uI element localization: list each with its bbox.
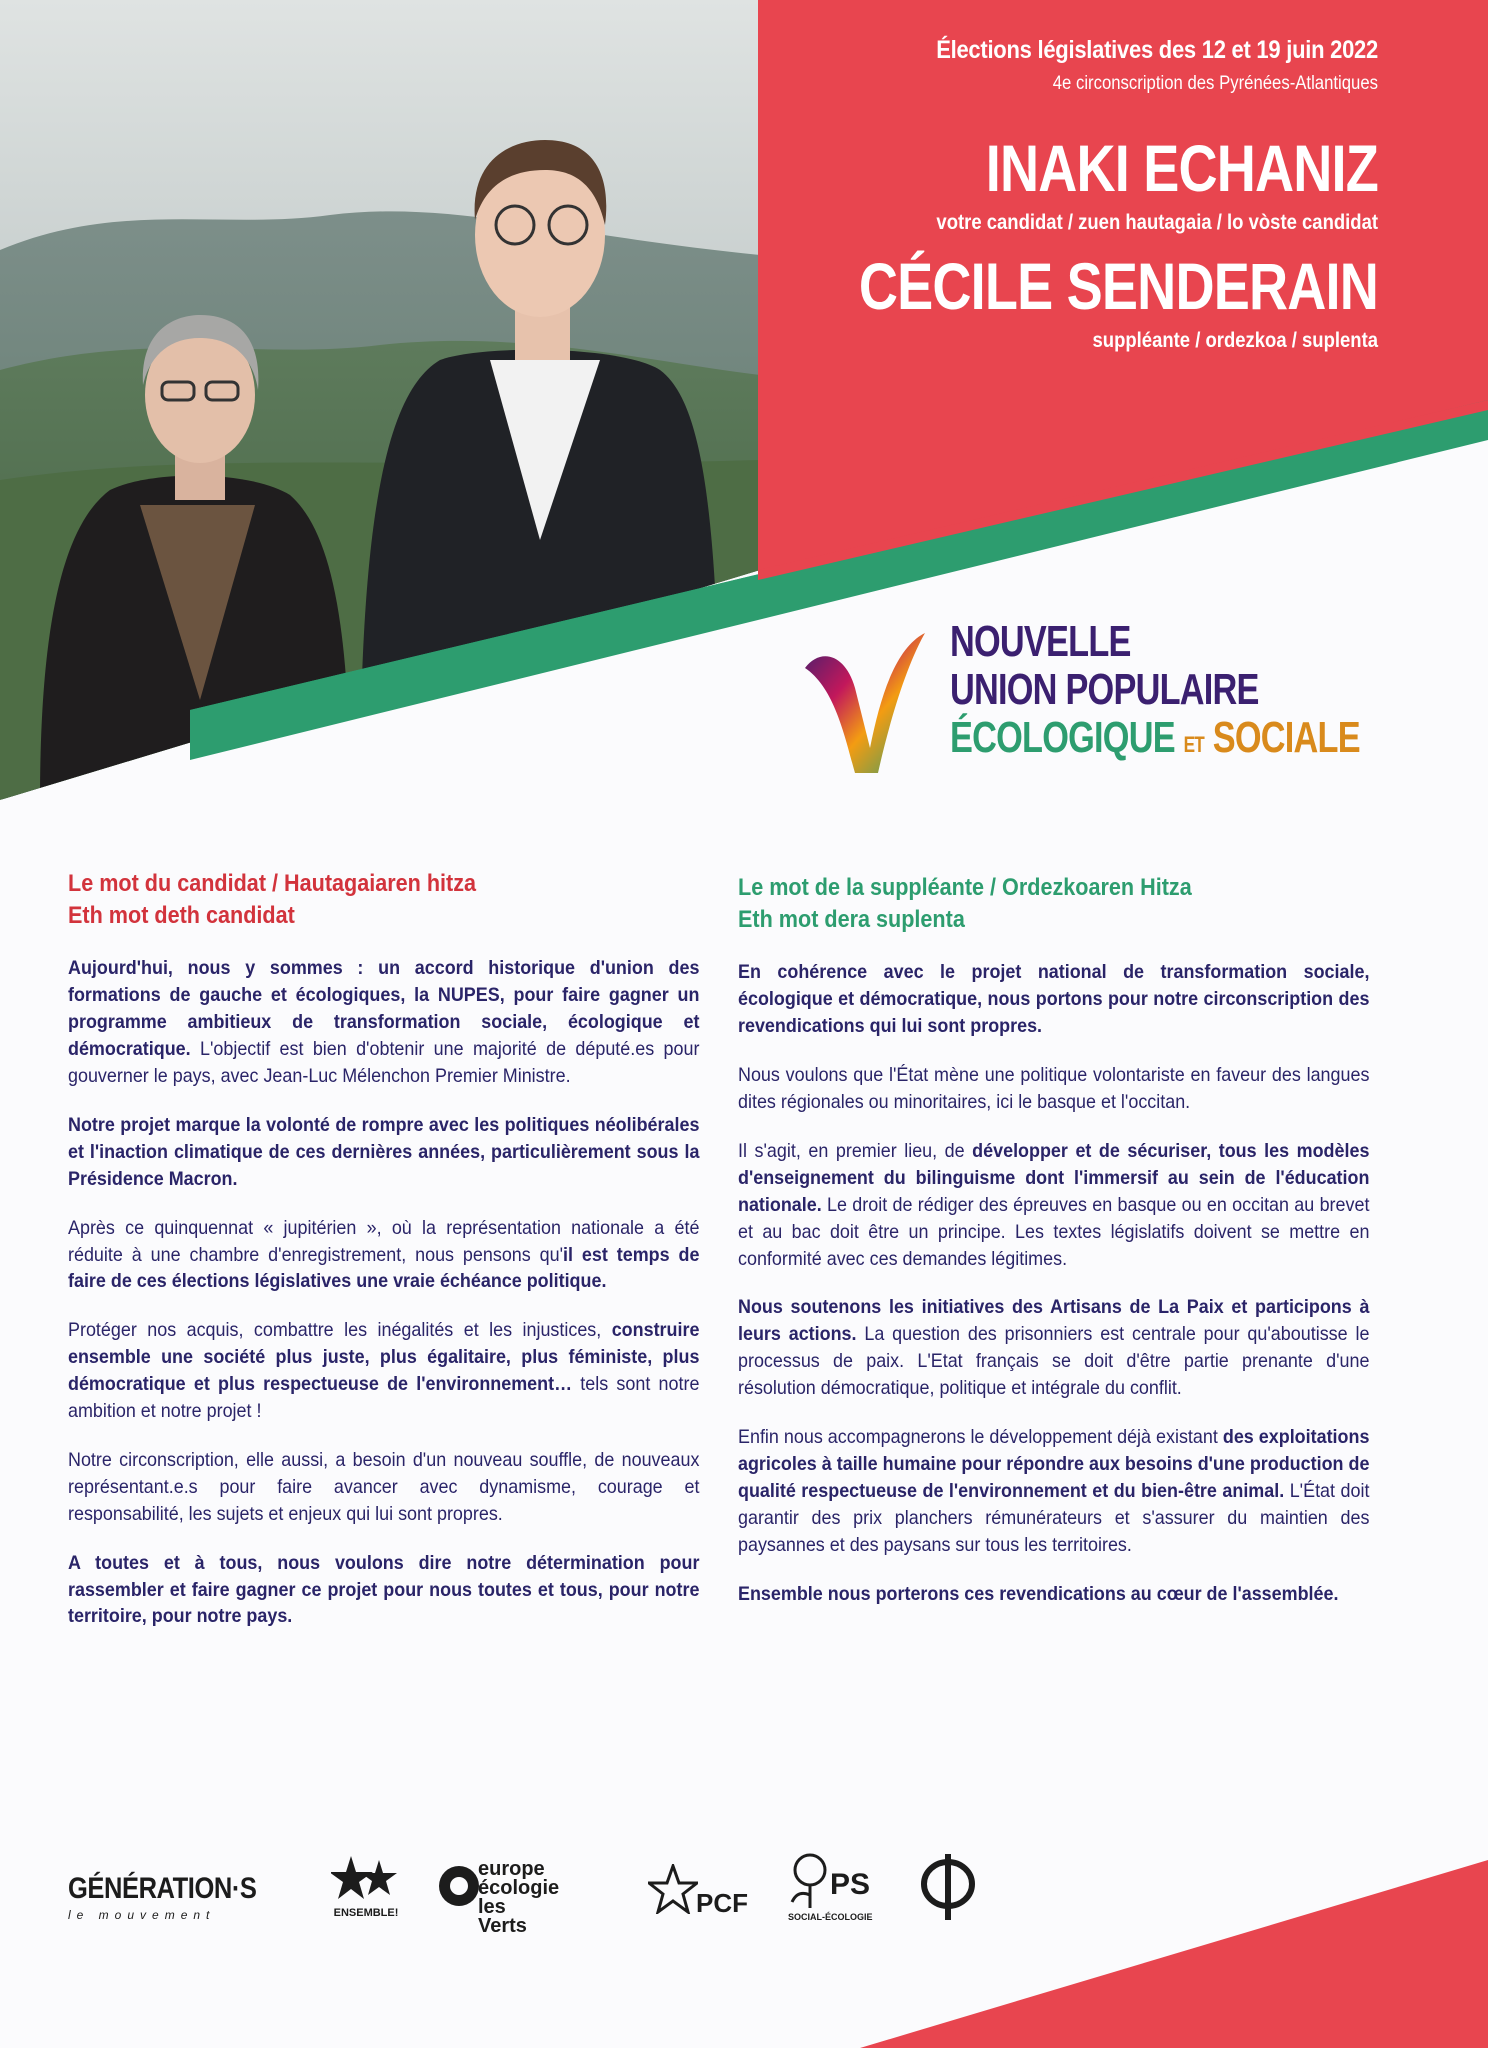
pcf-name: PCF <box>696 1888 748 1918</box>
substitute-paragraph-1 <box>738 959 1369 1040</box>
logo-line-nouvelle: NOUVELLE <box>950 617 1131 666</box>
substitute-paragraph-4 <box>738 1294 1369 1402</box>
substitute-paragraph-2: Nous voulons que l'État mène une politique volontariste en faveur des langues dites régionales ou minoritaires, ici le basque et l'occitan. <box>738 1064 1370 1113</box>
election-dates: Élections législatives des 12 et 19 juin 2022 <box>936 36 1378 64</box>
candidate-paragraph-5: Notre circonscription, elle aussi, a besoin d'un nouveau souffle, de nouveaux représentant.e.s pour faire avancer avec dynamisme, courage et responsabilité, les sujets et enjeux qui lui sont propres. <box>68 1448 700 1525</box>
substitute-heading-line1: Le mot de la suppléante / Ordezkoaren Hitza <box>738 874 1192 901</box>
substitute-p3-start: Il s'agit, en premier lieu, de <box>738 1139 973 1162</box>
substitute-role: suppléante / ordezkoa / suplenta <box>1092 329 1378 352</box>
candidate-p4-bold: construire ensemble une société plus juste, plus égalitaire, plus féministe, plus démocratique et plus respectueuse de l'environnement… <box>68 1319 700 1396</box>
nupes-v-icon <box>800 628 930 778</box>
logo-ecologique: ÉCOLOGIQUE <box>950 713 1175 762</box>
substitute-p4-bold: Nous soutenons les initiatives des Artisans de La Paix et participons à leurs actions. <box>738 1296 1370 1346</box>
substitute-heading-line2: Eth mot dera suplenta <box>738 905 965 933</box>
candidate-p4-start: Protéger nos acquis, combattre les inégalités et les injustices, <box>68 1319 612 1342</box>
eelv-line1: europe <box>478 1858 545 1880</box>
pcf-star-icon <box>648 1864 698 1914</box>
candidate-paragraph-1 <box>68 955 699 1090</box>
nupes-logo <box>800 617 1400 790</box>
logo-line-ecologique-sociale <box>950 713 1360 762</box>
ensemble-stars-icon <box>331 1854 401 1906</box>
ensemble-logo <box>326 1854 406 1919</box>
candidate-p2-bold: Notre projet marque la volonté de rompre avec les politiques néolibérales et l'inaction climatique de ces dernières années, particulièrement sous la Présidence Macron. <box>68 1113 700 1190</box>
generations-sub: le mouvement <box>68 1908 216 1922</box>
candidate-name: INAKI ECHANIZ <box>985 131 1378 205</box>
eelv-sunflower-icon <box>436 1860 482 1918</box>
candidate-heading-line2: Eth mot deth candidat <box>68 901 295 929</box>
logo-sociale: SOCIALE <box>1212 713 1360 762</box>
candidate-p3-start: Après ce quinquennat « jupitérien », où la représentation nationale a été réduite à une chambre d'enregistrement, nous pensons qu' <box>68 1216 700 1266</box>
candidate-paragraph-3 <box>68 1215 699 1296</box>
substitute-paragraph-3 <box>738 1138 1369 1273</box>
candidate-p4-end: tels sont notre ambition et notre projet ! <box>68 1373 700 1423</box>
candidate-heading-line1: Le mot du candidat / Hautagaiaren hitza <box>68 870 477 897</box>
substitute-name: CÉCILE SENDERAIN <box>858 249 1378 323</box>
substitute-p1-bold: En cohérence avec le projet national de transformation sociale, écologique et démocratique, nous portons pour notre circonscription des revendications qui lui sont propres. <box>738 961 1370 1038</box>
ps-sub: SOCIAL-ÉCOLOGIE <box>788 1912 873 1922</box>
substitute-p5-bold: des exploitations agricoles à taille humaine pour répondre aux besoins d'une production de qualité respectueuse de l'environnement et du bien-être animal. <box>738 1426 1370 1502</box>
candidate-p1-rest: L'objectif est bien d'obtenir une majorité de député.es pour gouverner le pays, avec Jean-Luc Mélenchon Premier Ministre. <box>68 1038 700 1087</box>
generations-name: GÉNÉRATION·S <box>68 1872 257 1905</box>
candidate-role: votre candidat / zuen hautagaia / lo vòste candidat <box>936 211 1378 234</box>
substitute-p3-end: Le droit de rédiger des épreuves en basque ou en occitan au brevet et au bac doit être un principe. Les textes législatifs doivent se mettre en conformité avec ces demandes légitimes. <box>738 1193 1370 1270</box>
logo-line-union-populaire: UNION POPULAIRE <box>950 665 1259 714</box>
substitute-heading <box>738 872 1307 935</box>
substitute-p3-bold: développer et de sécuriser, tous les modèles d'enseignement du bilinguisme dont l'immersif au sein de l'éducation nationale. <box>738 1139 1370 1216</box>
circonscription: 4e circonscription des Pyrénées-Atlantiques <box>1052 73 1378 94</box>
candidate-p6-bold: A toutes et à tous, nous voulons dire notre détermination pour rassembler et faire gagner ce projet pour nous toutes et tous, pour notre territoire, pour notre pays. <box>68 1551 700 1628</box>
candidate-p3-bold: il est temps de faire de ces élections législatives une vraie échéance politique. <box>68 1243 700 1293</box>
substitute-paragraph-5 <box>738 1424 1369 1559</box>
ps-name: PS <box>830 1868 871 1901</box>
partner-logos <box>68 1850 988 1937</box>
header-text <box>738 36 1378 353</box>
lfi-phi-icon <box>918 1850 978 1922</box>
lfi-logo <box>918 1850 978 1927</box>
candidate-paragraph-6 <box>68 1550 699 1631</box>
candidate-paragraph-4 <box>68 1317 699 1425</box>
candidate-column <box>68 868 700 1652</box>
substitute-p5-start: Enfin nous accompagnerons le développement déjà existant <box>738 1426 1223 1449</box>
candidate-heading <box>68 868 637 931</box>
candidate-p1-bold: Aujourd'hui, nous y sommes : un accord historique d'union des formations de gauche et écologiques, la NUPES, pour faire gagner un programme ambitieux de transformation sociale, écologique et démocratique. <box>68 957 700 1061</box>
candidate-paragraph-2 <box>68 1112 699 1193</box>
substitute-paragraph-6 <box>738 1581 1369 1608</box>
generations-logo <box>68 1872 290 1922</box>
substitute-column <box>738 872 1370 1629</box>
logo-et: ET <box>1183 732 1204 757</box>
substitute-p5-end: L'État doit garantir des prix planchers rémunérateurs et s'assurer du maintien des paysannes et des paysans sur tous les territoires. <box>738 1479 1370 1556</box>
substitute-p6-bold: Ensemble nous porterons ces revendications au cœur de l'assemblée. <box>738 1582 1339 1605</box>
substitute-p4-end: La question des prisonniers est centrale pour qu'aboutisse le processus de paix. L'Etat français se doit d'être partie prenante d'une résolution démocratique, politique et intégrale du conflit. <box>738 1323 1370 1400</box>
eelv-line2: écologie <box>478 1877 560 1899</box>
ensemble-name: ENSEMBLE! <box>333 1907 399 1919</box>
eelv-line3: les Verts <box>478 1896 527 1937</box>
